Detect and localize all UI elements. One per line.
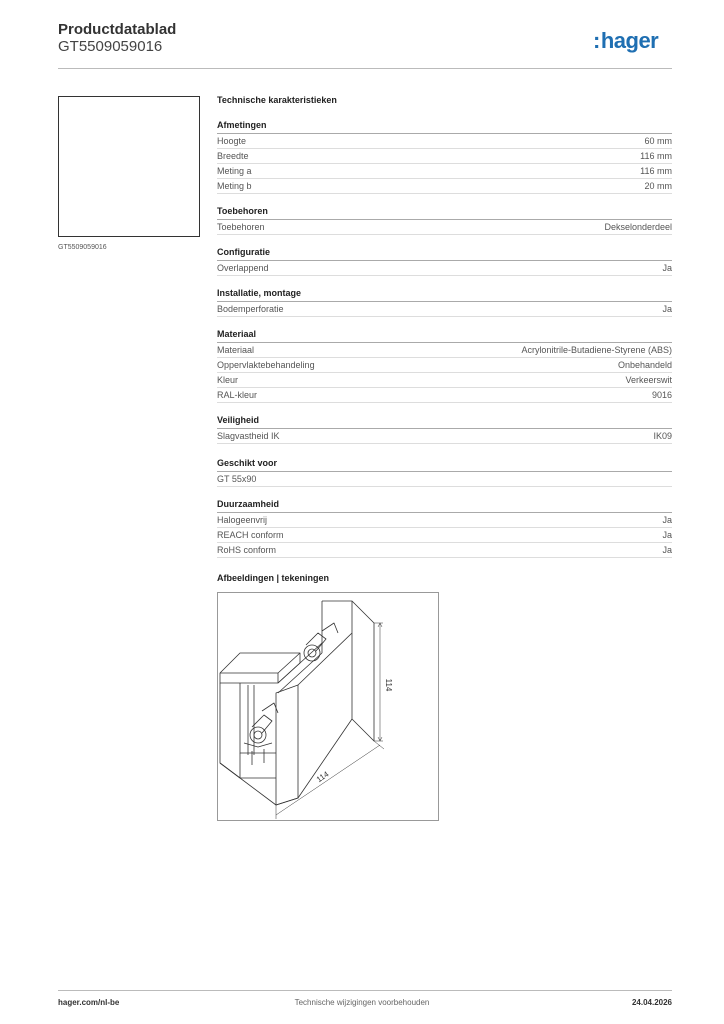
spec-row (217, 388, 672, 403)
spec-label: GT 55x90 (217, 474, 257, 484)
spec-row (217, 373, 672, 388)
spec-section (217, 329, 672, 403)
drawings-title: Afbeeldingen | tekeningen (217, 573, 330, 583)
spec-label: Meting a (217, 166, 252, 176)
footer-notice: Technische wijzigingen voorbehouden (294, 998, 430, 1007)
spec-label: Breedte (217, 151, 249, 161)
spec-value: Ja (662, 545, 672, 555)
spec-value: Verkeerswit (625, 375, 672, 385)
spec-section (217, 247, 672, 276)
spec-row (217, 149, 672, 164)
spec-value: 9016 (651, 390, 672, 400)
spec-value: 60 mm (644, 136, 672, 146)
spec-label: Materiaal (217, 345, 255, 355)
spec-section-heading: Geschikt voor (217, 458, 672, 472)
spec-row (217, 164, 672, 179)
spec-section-heading: Veiligheid (217, 415, 672, 429)
spec-label: Hoogte (217, 136, 247, 146)
spec-value: Acrylonitrile-Butadiene-Styrene (ABS) (521, 345, 672, 355)
footer-website-link[interactable]: hager.com/nl-be (58, 998, 120, 1007)
spec-row (217, 302, 672, 317)
spec-sections (217, 120, 672, 558)
spec-label: Kleur (217, 375, 239, 385)
spec-label: Halogeenvrij (217, 515, 268, 525)
spec-label: RoHS conform (217, 545, 277, 555)
spec-row (217, 513, 672, 528)
spec-row (217, 543, 672, 558)
spec-section-heading: Installatie, montage (217, 288, 672, 302)
spec-row (217, 472, 672, 487)
spec-value: 116 mm (640, 151, 672, 161)
spec-label: Bodemperforatie (217, 304, 284, 314)
spec-section-heading: Configuratie (217, 247, 672, 261)
spec-value: Ja (662, 263, 672, 273)
spec-row (217, 358, 672, 373)
page-title: Productdatablad (58, 21, 177, 38)
spec-label: RAL-kleur (217, 390, 258, 400)
spec-label: Slagvastheid IK (217, 431, 280, 441)
spec-value: 116 mm (640, 166, 672, 176)
spec-section (217, 288, 672, 317)
spec-value: Ja (662, 304, 672, 314)
spec-section (217, 120, 672, 194)
product-code: GT5509059016 (58, 38, 163, 55)
spec-section (217, 499, 672, 558)
dimension-height-label: 114 (384, 678, 393, 692)
spec-value: Ja (662, 530, 672, 540)
spec-section (217, 206, 672, 235)
spec-section (217, 458, 672, 487)
footer-date: 24.04.2026 (631, 998, 672, 1007)
spec-row (217, 179, 672, 194)
spec-section (217, 415, 672, 444)
spec-label: REACH conform (217, 530, 284, 540)
footer-divider (58, 990, 672, 991)
spec-row (217, 261, 672, 276)
spec-value: Onbehandeld (617, 360, 672, 370)
spec-value: 20 mm (644, 181, 672, 191)
logo-text: hager (600, 28, 659, 53)
spec-value: Dekselonderdeel (604, 222, 672, 232)
product-image-caption: GT5509059016 (58, 244, 107, 251)
header-divider (58, 68, 672, 69)
spec-section-heading: Toebehoren (217, 206, 672, 220)
spec-row (217, 343, 672, 358)
spec-section-heading: Afmetingen (217, 120, 672, 134)
spec-value: Ja (662, 515, 672, 525)
spec-row (217, 134, 672, 149)
spec-label: Overlappend (217, 263, 269, 273)
spec-row (217, 220, 672, 235)
spec-section-heading: Duurzaamheid (217, 499, 672, 513)
technical-drawing (217, 592, 439, 821)
spec-row (217, 528, 672, 543)
product-image-placeholder (58, 96, 200, 237)
spec-table (217, 95, 672, 570)
dimension-width-label: 114 (314, 769, 331, 785)
spec-title: Technische karakteristieken (217, 95, 337, 105)
spec-label: Toebehoren (217, 222, 265, 232)
spec-row (217, 429, 672, 444)
spec-label: Oppervlaktebehandeling (217, 360, 315, 370)
hager-logo[interactable]: :hager (593, 28, 659, 53)
drawing-svg (218, 593, 440, 822)
spec-section-heading: Materiaal (217, 329, 672, 343)
spec-label: Meting b (217, 181, 252, 191)
spec-value: IK09 (653, 431, 672, 441)
